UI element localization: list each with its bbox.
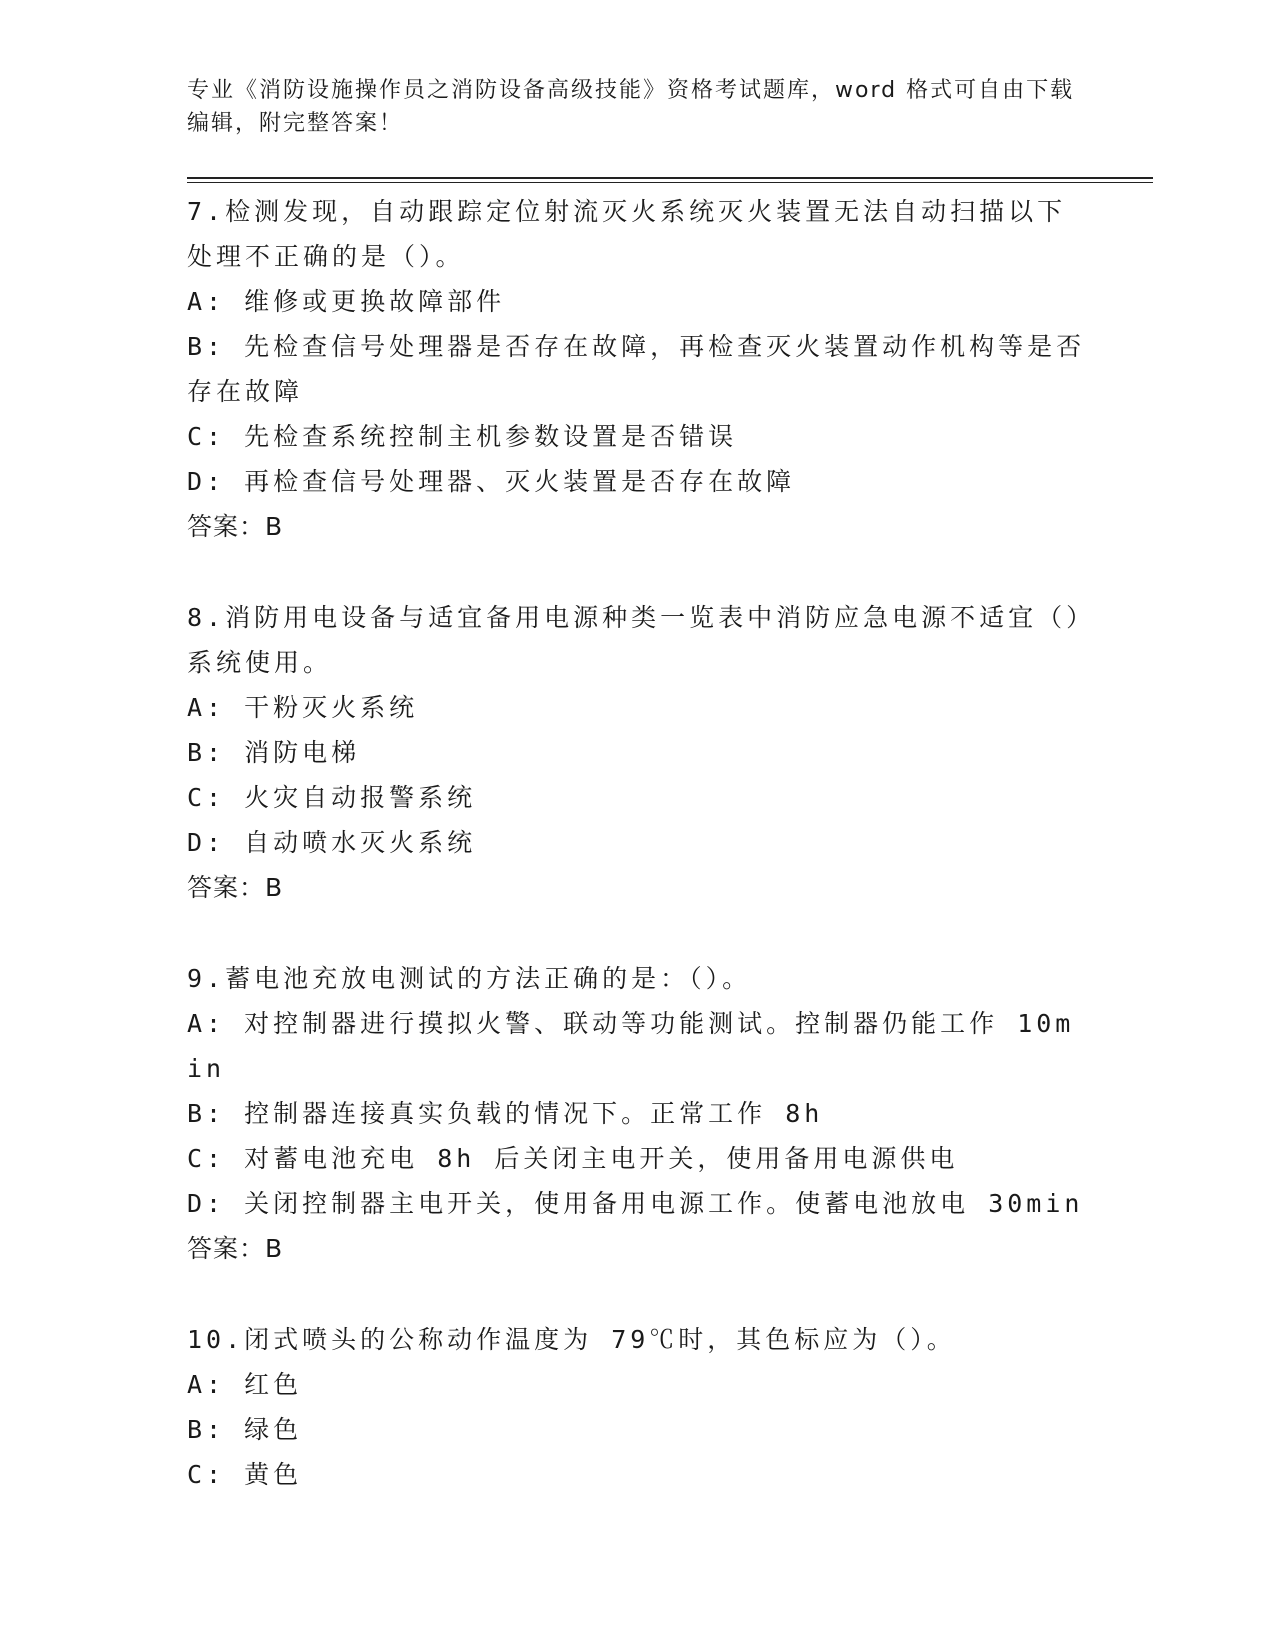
header-rule-thin: [187, 182, 1153, 183]
option-b: B: 控制器连接真实负载的情况下。正常工作 8h: [187, 1099, 824, 1128]
document-header: 专业《消防设施操作员之消防设备高级技能》资格考试题库，word 格式可自由下载编辑，附完整答案！: [187, 78, 1075, 136]
question-9: [187, 956, 1087, 1272]
question-stem: 10.闭式喷头的公称动作温度为 79℃时，其色标应为（）。: [187, 1325, 956, 1354]
question-stem: 8.消防用电设备与适宜备用电源种类一览表中消防应急电源不适宜（）系统使用。: [187, 603, 1083, 677]
question-stem: 7.检测发现，自动跟踪定位射流灭火系统灭火装置无法自动扫描以下处理不正确的是（）。: [187, 197, 1067, 271]
question-list: [187, 189, 1087, 1542]
option-c: C: 黄色: [187, 1460, 303, 1489]
answer-label: 答案：B: [187, 1234, 284, 1263]
option-c: C: 火灾自动报警系统: [187, 783, 477, 812]
option-a: A: 干粉灭火系统: [187, 693, 419, 722]
option-d: D: 关闭控制器主电开关，使用备用电源工作。使蓄电池放电 30min: [187, 1189, 1084, 1218]
option-b: B: 消防电梯: [187, 738, 361, 767]
option-c: C: 对蓄电池充电 8h 后关闭主电开关，使用备用电源供电: [187, 1144, 959, 1173]
question-stem: 9.蓄电池充放电测试的方法正确的是：（）。: [187, 964, 752, 993]
header-rule-thick: [187, 177, 1153, 179]
option-d: D: 自动喷水灭火系统: [187, 828, 477, 857]
option-a: A: 对控制器进行摸拟火警、联动等功能测试。控制器仍能工作 10min: [187, 1009, 1075, 1083]
option-b: B: 先检查信号处理器是否存在故障，再检查灭火装置动作机构等是否存在故障: [187, 332, 1086, 406]
question-10: [187, 1317, 1087, 1497]
question-7: [187, 189, 1087, 550]
answer-label: 答案：B: [187, 512, 284, 541]
option-a: A: 红色: [187, 1370, 303, 1399]
question-8: [187, 595, 1087, 911]
option-c: C: 先检查系统控制主机参数设置是否错误: [187, 422, 738, 451]
option-a: A: 维修或更换故障部件: [187, 287, 506, 316]
answer-label: 答案：B: [187, 873, 284, 902]
option-d: D: 再检查信号处理器、灭火装置是否存在故障: [187, 467, 796, 496]
option-b: B: 绿色: [187, 1415, 303, 1444]
